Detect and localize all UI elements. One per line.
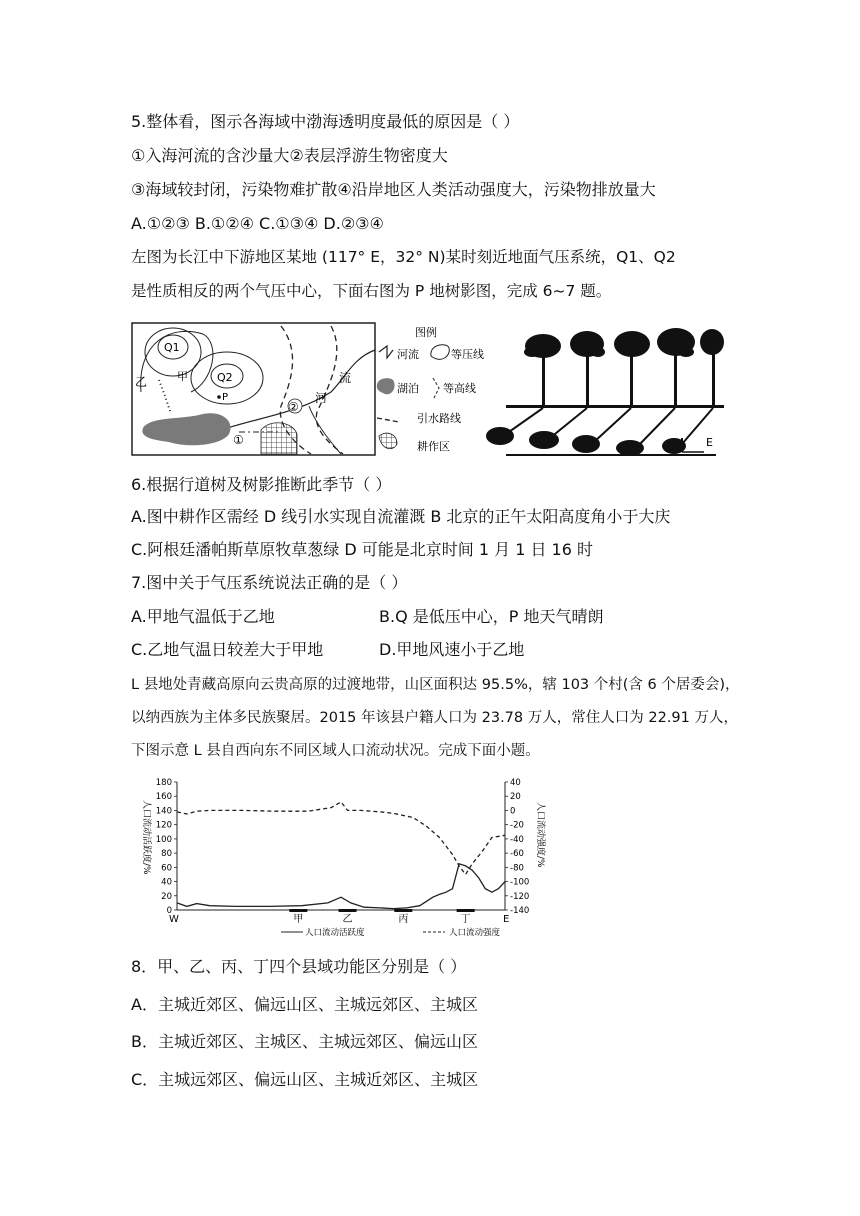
- q8-option-b: B．主城近郊区、主城区、主城远郊区、偏远山区: [131, 1032, 478, 1051]
- q6-options-ab: A.图中耕作区需经 D 线引水实现自流灌溉 B 北京的正午太阳高度角小于大庆: [131, 507, 671, 526]
- right-tick-label: 40: [510, 778, 521, 788]
- x-end-west: W: [169, 914, 179, 925]
- label-q1: Q1: [164, 341, 180, 354]
- river-branch: [309, 406, 341, 454]
- q7-option-a: A.甲地气温低于乙地: [131, 607, 275, 626]
- left-tick-label: 160: [155, 792, 172, 803]
- q5-options: A.①②③ B.①②④ C.①③④ D.②③④: [131, 214, 384, 233]
- farmland-area: [261, 423, 297, 454]
- right-tick-label: -40: [510, 834, 524, 845]
- left-tick-label: 100: [155, 834, 172, 845]
- right-tick-label: -80: [510, 863, 524, 874]
- left-tick-label: 20: [161, 891, 172, 902]
- right-tick-label: -120: [510, 891, 530, 902]
- x-marker-label: 丙: [398, 914, 409, 925]
- road-line: [506, 405, 724, 408]
- legend-river: 河流: [397, 348, 419, 361]
- x-marker-label: 丁: [460, 914, 471, 925]
- right-tick-label: 0: [510, 806, 516, 817]
- series-intensity-line: [177, 802, 505, 875]
- label-liu: 流: [339, 371, 352, 385]
- left-tick-label: 80: [161, 849, 172, 860]
- label-q2: Q2: [217, 371, 233, 384]
- q5-statement-1: ①入海河流的含沙量大②表层浮游生物密度大: [131, 146, 448, 165]
- x-marker-label: 乙: [342, 914, 353, 925]
- legend-channel: 引水路线: [417, 412, 461, 425]
- east-label: E: [706, 436, 713, 449]
- intro-8-line-1: L 县地处青藏高原向云贵高原的过渡地带，山区面积达 95.5%，辖 103 个村(含 6 个居委会)，: [131, 677, 740, 693]
- x-marker-bar: [457, 909, 475, 912]
- label-circle-1: ①: [233, 433, 244, 447]
- intro-6-7-line-2: 是性质相反的两个气压中心，下面右图为 P 地树影图，完成 6~7 题。: [131, 282, 612, 300]
- left-tick-label: 40: [161, 877, 172, 888]
- x-marker-bar: [289, 909, 307, 912]
- left-axis-ticks: [156, 778, 177, 916]
- intro-6-7-line-1: 左图为长江中下游地区某地 (117° E，32° N)某时刻近地面气压系统，Q1、Q2: [131, 248, 676, 266]
- legend-contour-symbol: [433, 378, 439, 400]
- legend-lake: 湖泊: [397, 382, 419, 395]
- x-markers: [169, 909, 509, 925]
- label-he: 河: [315, 391, 328, 405]
- p-point: [217, 395, 221, 399]
- q5-statement-2: ③海域较封闭，污染物难扩散④沿岸地区人类活动强度大，污染物排放量大: [131, 180, 656, 199]
- x-marker-bar: [339, 909, 357, 912]
- q7-option-d: D.甲地风速小于乙地: [379, 640, 525, 659]
- left-tick-label: 180: [155, 778, 172, 788]
- q5-stem: 5.整体看，图示各海域中渤海透明度最低的原因是（ ）: [131, 112, 520, 131]
- legend-river-symbol: [379, 346, 393, 358]
- legend-isobar-symbol: [431, 345, 449, 360]
- legend-isobar: 等压线: [451, 348, 484, 361]
- legend-lake-symbol: [377, 378, 395, 394]
- tree-4: [657, 328, 695, 408]
- left-tick-label: 0: [166, 906, 172, 916]
- dotted-trace: [159, 380, 171, 414]
- x-marker-label: 甲: [293, 914, 304, 925]
- legend-title: 图例: [415, 326, 437, 339]
- q8-stem: 8．甲、乙、丙、丁四个县域功能区分别是（ ）: [131, 957, 467, 976]
- label-p: P: [222, 392, 229, 403]
- tree-shadow-figure: [486, 326, 724, 458]
- legend-channel-symbol: [377, 418, 399, 422]
- pressure-map-figure: [131, 322, 491, 456]
- q7-stem: 7.图中关于气压系统说法正确的是（ ）: [131, 573, 408, 592]
- q6-stem: 6.根据行道树及树影推断此季节（ ）: [131, 475, 392, 494]
- legend-dashed-label: 人口流动强度: [449, 928, 501, 938]
- legend-solid-label: 人口流动活跃度: [305, 928, 365, 938]
- chart-axes: [177, 782, 505, 910]
- right-tick-label: -60: [510, 849, 524, 860]
- right-tick-label: -20: [510, 820, 524, 831]
- label-circle-2: ②: [288, 400, 299, 414]
- right-axis-label: 人口流动强度/%: [535, 802, 545, 868]
- left-tick-label: 140: [155, 806, 172, 817]
- label-yi: 乙: [135, 375, 148, 389]
- q8-option-c: C．主城远郊区、偏远山区、主城近郊区、主城区: [131, 1070, 479, 1089]
- right-tick-label: 20: [510, 792, 521, 803]
- x-end-east: E: [503, 914, 510, 925]
- right-axis-ticks: [505, 778, 529, 916]
- legend-farm: 耕作区: [417, 440, 450, 453]
- left-axis-label: 人口流动活跃度/%: [141, 800, 151, 875]
- q8-option-a: A．主城近郊区、偏远山区、主城远郊区、主城区: [131, 995, 478, 1014]
- x-marker-bar: [394, 909, 412, 912]
- left-tick-label: 120: [155, 820, 172, 831]
- tree-2: [570, 331, 605, 408]
- q7-option-c: C.乙地气温日较差大于甲地: [131, 640, 324, 659]
- lake-shape: [142, 413, 230, 445]
- tree-1: [524, 334, 561, 408]
- tree-3: [614, 331, 650, 408]
- chart-legend: [281, 927, 501, 938]
- shadow-canopies: [486, 427, 686, 456]
- ground-line: [506, 454, 716, 456]
- contour-line-2: [316, 326, 343, 454]
- intro-8-line-3: 下图示意 L 县自西向东不同区域人口流动状况。完成下面小题。: [131, 743, 540, 759]
- series-activity-line: [177, 864, 505, 909]
- legend-farm-symbol: [379, 433, 397, 448]
- legend-contour: 等高线: [443, 382, 476, 395]
- intro-8-line-2: 以纳西族为主体多民族聚居。2015 年该县户籍人口为 23.78 万人，常住人口为 22.91 万人，: [131, 710, 738, 726]
- left-tick-label: 60: [161, 863, 172, 874]
- right-tick-label: -100: [510, 877, 530, 888]
- tree-row: [524, 328, 724, 408]
- population-flow-chart: [131, 772, 555, 940]
- q7-option-b: B.Q 是低压中心，P 地天气晴朗: [379, 607, 604, 626]
- label-jia: 甲: [177, 370, 188, 383]
- tree-5: [700, 329, 724, 408]
- q6-options-cd: C.阿根廷潘帕斯草原牧草葱绿 D 可能是北京时间 1 月 1 日 16 时: [131, 540, 593, 559]
- right-tick-label: -140: [510, 906, 530, 916]
